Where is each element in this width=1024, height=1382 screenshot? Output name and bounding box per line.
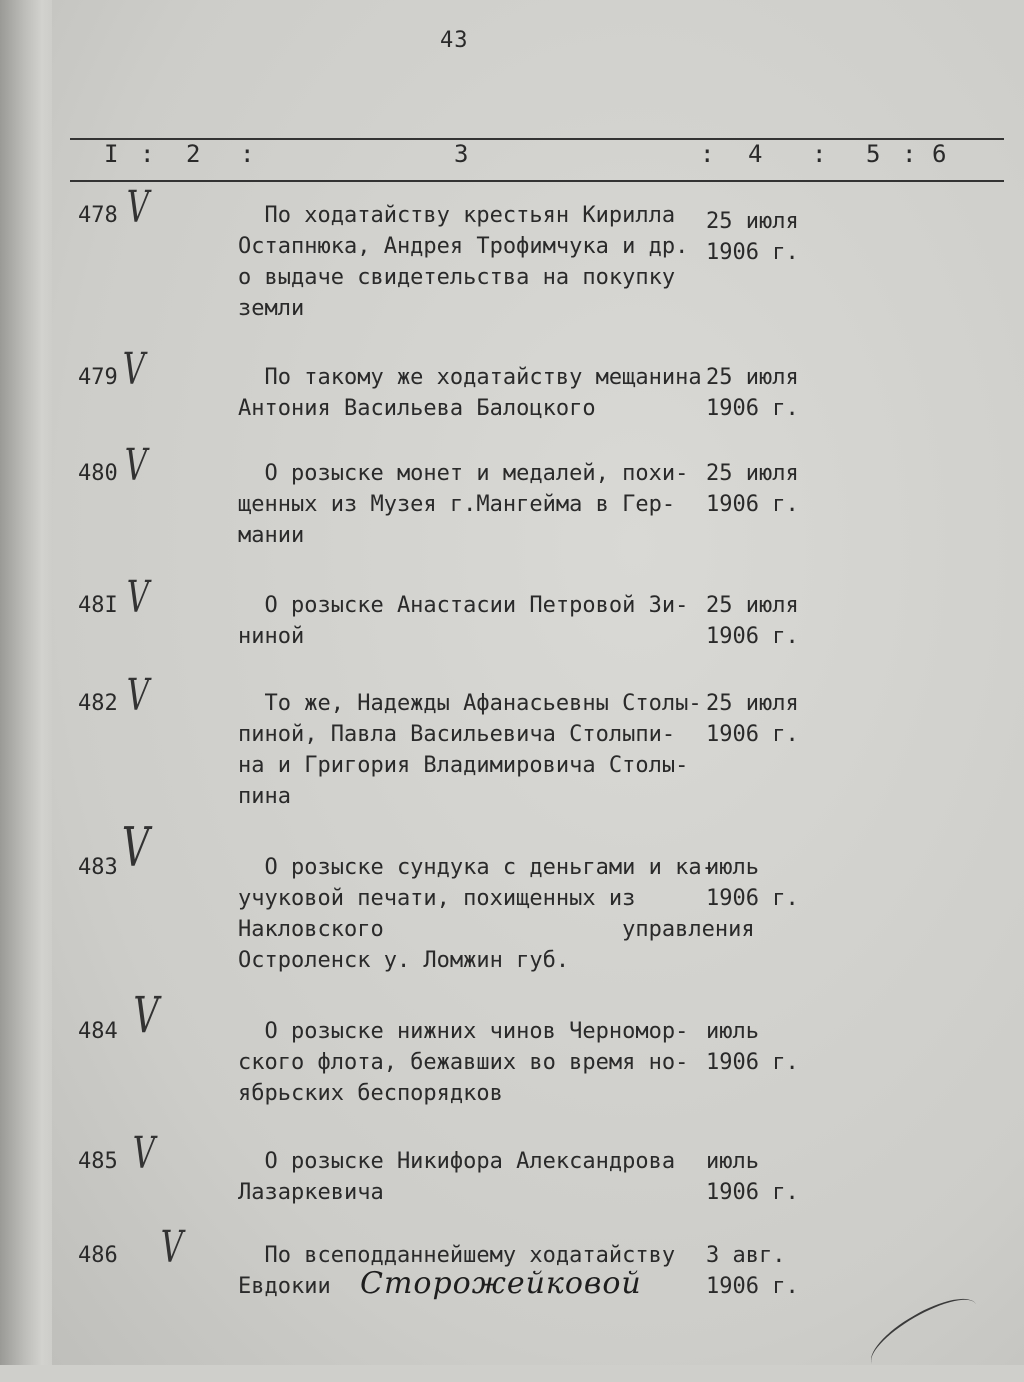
entry-date: [706, 458, 816, 520]
date-line: 1906 г.: [706, 624, 799, 649]
page-number: 43: [440, 28, 469, 53]
column-header-sep: :: [902, 140, 917, 168]
text-line: Остроленск у. Ломжин губ.: [238, 948, 570, 973]
checkmark-icon: V: [133, 986, 159, 1044]
text-line: пиной, Павла Васильевича Столыпи-: [238, 722, 676, 747]
text-line: Остапнюка, Андрея Трофимчука и др.: [238, 234, 689, 259]
entry-date: [706, 362, 816, 424]
text-line: О розыске нижних чинов Черномор-: [238, 1019, 689, 1044]
entry-date: [706, 1240, 816, 1302]
text-line: О розыске монет и медалей, похи-: [238, 461, 689, 486]
date-line: 25 июля: [706, 461, 799, 486]
date-line: июль: [706, 1149, 759, 1174]
column-header-2: 2: [186, 140, 201, 168]
date-line: 1906 г.: [706, 492, 799, 517]
column-header-4: 4: [748, 140, 763, 168]
date-line: июль: [706, 855, 759, 880]
column-header-1: I: [104, 140, 119, 168]
checkmark-icon: V: [160, 1222, 184, 1273]
header-bottom-rule: [70, 180, 1004, 182]
text-line: ского флота, бежавших во время но-: [238, 1050, 689, 1075]
date-line: 1906 г.: [706, 396, 799, 421]
text-line: По такому же ходатайству мещанина: [238, 365, 702, 390]
column-header-6: 6: [932, 140, 947, 168]
date-line: 25 июля: [706, 365, 799, 390]
entry-description: [238, 362, 708, 424]
column-header-5: 5: [866, 140, 881, 168]
date-line: 25 июля: [706, 593, 799, 618]
text-line: на и Григория Владимировича Столы-: [238, 753, 689, 778]
entry-description: [238, 458, 708, 551]
entry-number: 48I: [78, 593, 118, 618]
text-line: ябрьских беспорядков: [238, 1081, 503, 1106]
checkmark-icon: V: [132, 1128, 156, 1179]
entry-date: [706, 1016, 816, 1078]
text-line: мании: [238, 523, 305, 548]
date-line: 1906 г.: [706, 722, 799, 747]
entry-date: [706, 590, 816, 652]
entry-description: [238, 1016, 708, 1109]
text-line: Евдокии: [238, 1274, 331, 1299]
text-line: Лазаркевича: [238, 1180, 384, 1205]
entry-date: [706, 852, 816, 914]
column-header-sep: :: [240, 140, 255, 168]
entry-number: 483: [78, 855, 118, 880]
text-line: То же, Надежды Афанасьевны Столы-: [238, 691, 702, 716]
entry-number: 485: [78, 1149, 118, 1174]
date-line: 1906 г.: [706, 886, 799, 911]
text-line: о выдаче свидетельства на покупку: [238, 265, 676, 290]
checkmark-icon: V: [126, 670, 150, 721]
entry-number: 479: [78, 365, 118, 390]
checkmark-icon: V: [124, 440, 148, 491]
text-line: Накловского управления: [238, 917, 755, 942]
date-line: июль: [706, 1019, 759, 1044]
text-line: ниной: [238, 624, 305, 649]
date-line: 25 июля: [706, 691, 799, 716]
text-line: щенных из Музея г.Мангейма в Гер-: [238, 492, 676, 517]
date-line: 1906 г.: [706, 1274, 799, 1299]
date-line: 1906 г.: [706, 240, 799, 265]
handwritten-surname: Сторожейковой: [360, 1266, 642, 1301]
entry-number: 478: [78, 203, 118, 228]
checkmark-icon: V: [126, 182, 150, 233]
entry-number: 480: [78, 461, 118, 486]
text-line: О розыске сундука с деньгами и ка-: [238, 855, 715, 880]
text-line: Антония Васильева Балоцкого: [238, 396, 596, 421]
checkmark-icon: V: [122, 344, 146, 395]
entry-description: [238, 200, 708, 324]
text-line: земли: [238, 296, 305, 321]
date-line: 1906 г.: [706, 1180, 799, 1205]
date-line: 1906 г.: [706, 1050, 799, 1075]
column-header-sep: :: [140, 140, 155, 168]
entry-description: [238, 1146, 708, 1208]
checkmark-icon: V: [121, 816, 150, 879]
entry-date: [706, 1146, 816, 1208]
column-header-3: 3: [454, 140, 469, 168]
entry-date: [706, 206, 816, 268]
date-line: 25 июля: [706, 209, 799, 234]
entry-number: 484: [78, 1019, 118, 1044]
text-line: О розыске Никифора Александрова: [238, 1149, 676, 1174]
text-line: учуковой печати, похищенных из: [238, 886, 636, 911]
column-header-sep: :: [812, 140, 827, 168]
entry-date: [706, 688, 816, 750]
text-line: пина: [238, 784, 291, 809]
column-header: [0, 140, 1024, 176]
text-line: По всеподданнейшему ходатайству: [238, 1243, 676, 1268]
entry-number: 486: [78, 1243, 118, 1268]
checkmark-icon: V: [126, 572, 150, 623]
entry-number: 482: [78, 691, 118, 716]
text-line: По ходатайству крестьян Кирилла: [238, 203, 676, 228]
text-line: О розыске Анастасии Петровой Зи-: [238, 593, 689, 618]
entry-description: [238, 590, 708, 652]
column-header-sep: :: [700, 140, 715, 168]
entry-description: [238, 688, 708, 812]
date-line: 3 авг.: [706, 1243, 786, 1268]
